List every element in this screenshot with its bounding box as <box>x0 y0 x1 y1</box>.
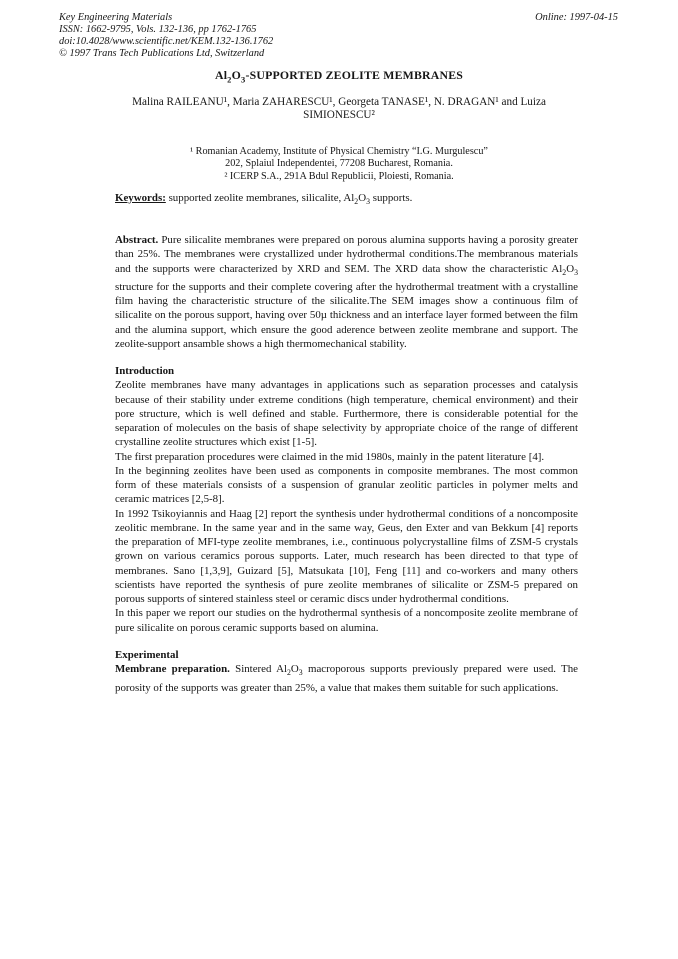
online-date: Online: 1997-04-15 <box>535 12 618 23</box>
journal-header <box>59 12 273 60</box>
abstract-label: Abstract. <box>115 234 159 246</box>
keywords-label: Keywords: <box>115 192 166 204</box>
intro-paragraph-4: In 1992 Tsikoyiannis and Haag [2] report the synthesis under hydrothermal conditions of a noncomposite zeolitic membrane. In the same year and in the same way, Geus, den Exter and van Bekkum [4] reports the preparation of MFI-type zeolite membranes, i.e., continuous polycrystalline films of ZSM-5 crystals grown on various ceramics porous supports. Later, much research has been directed to that type of membranes. Sano [1,3,9], Guizard [5], Matsukata [10], Feng [11] and co-workers and many others scientists have reported the synthesis of pure zeolite membranes of silicalite or ZSM-5 prepared on porous supports of sintered stainless steel or ceramic discs under hydrothermal conditions. <box>115 507 578 606</box>
intro-paragraph-2: The first preparation procedures were claimed in the mid 1980s, mainly in the patent literature [4]. <box>115 450 545 463</box>
abstract-paragraph <box>115 233 578 351</box>
intro-paragraph-5: In this paper we report our studies on the hydrothermal synthesis of a noncomposite zeolite membrane of pure silicalite on porous ceramic supports based on alumina. <box>115 607 578 634</box>
journal-title: Key Engineering Materials <box>59 12 173 23</box>
authors-block <box>0 96 678 123</box>
authors-line-1: Malina RAILEANU¹, Maria ZAHARESCU¹, Georgeta TANASE¹, N. DRAGAN¹ and Luiza <box>132 96 546 108</box>
intro-paragraph-1: Zeolite membranes have many advantages in applications such as separation processes and catalysis because of their stability under extreme conditions (high temperature, chemical environment) and their pore structure, which is well defined and stable. Furthermore, there is considerable potential for the separation of molecules on the basis of shape selectivity by appropriate choice of the range of different crystalline zeolite structures which exist [1-5]. <box>115 379 578 449</box>
journal-issn: ISSN: 1662-9795, Vols. 132-136, pp 1762-1765 <box>59 24 257 36</box>
keywords-text: supported zeolite membranes, silicalite, $Al_2O_3$ supports. <box>168 192 413 207</box>
abstract-text: Pure silicalite membranes were prepared on porous alumina supports having a porosity greater than 25%. The membranes were crystallized under hydrothermal conditions.The membranous materials and the supports were characterized by XRD and SEM. The XRD data show the characteristic $Al_2O_3$ structure for the supports and their complete covering after the hydrothermal treatment with a crystalline film having the characteristic structure of the silicalite.The SEM images show a continuous film of silicalite on the porous support, having over 50µ thickness and an interface layer formed between the film and the alumina support, which ensure the good aderence between zeolite membrane and support. The zeolite-support ansamble shows a high thermomechanical stability. <box>115 234 578 350</box>
authors-line-2: SIMIONESCU² <box>303 109 375 122</box>
affiliations-block <box>0 146 678 183</box>
paper-body <box>115 233 578 695</box>
journal-doi: doi:10.4028/www.scientific.net/KEM.132-136.1762 <box>59 36 274 48</box>
journal-copyright: © 1997 Trans Tech Publications Ltd, Switzerland <box>59 48 265 60</box>
introduction-heading: Introduction <box>115 365 175 378</box>
affiliation-1: ¹ Romanian Academy, Institute of Physical Chemistry “I.G. Murgulescu” <box>190 146 488 157</box>
keywords-line <box>115 192 578 206</box>
affiliation-1-address: 202, Splaiul Independentei, 77208 Bucharest, Romania. <box>225 158 453 170</box>
membrane-preparation-paragraph <box>115 662 578 695</box>
experimental-heading: Experimental <box>115 648 179 661</box>
affiliation-2: ² ICERP S.A., 291A Bdul Republicii, Ploiesti, Romania. <box>224 170 454 182</box>
membrane-preparation-label: Membrane preparation. <box>115 663 230 676</box>
membrane-preparation-text: Sintered $Al_2O_3$ macroporous supports previously prepared were used. The porosity of the supports was greater than 25%, a value that makes them suitable for such applications. <box>115 663 578 694</box>
paper-title: $Al_2O_3$-SUPPORTED ZEOLITE MEMBRANES <box>214 68 464 85</box>
intro-paragraph-3: In the beginning zeolites have been used as components in composite membranes. The most common form of these materials consists of a suspension of granular zeolitic particles in polymer melts and ceramic matrices [2,5-8]. <box>115 464 578 506</box>
